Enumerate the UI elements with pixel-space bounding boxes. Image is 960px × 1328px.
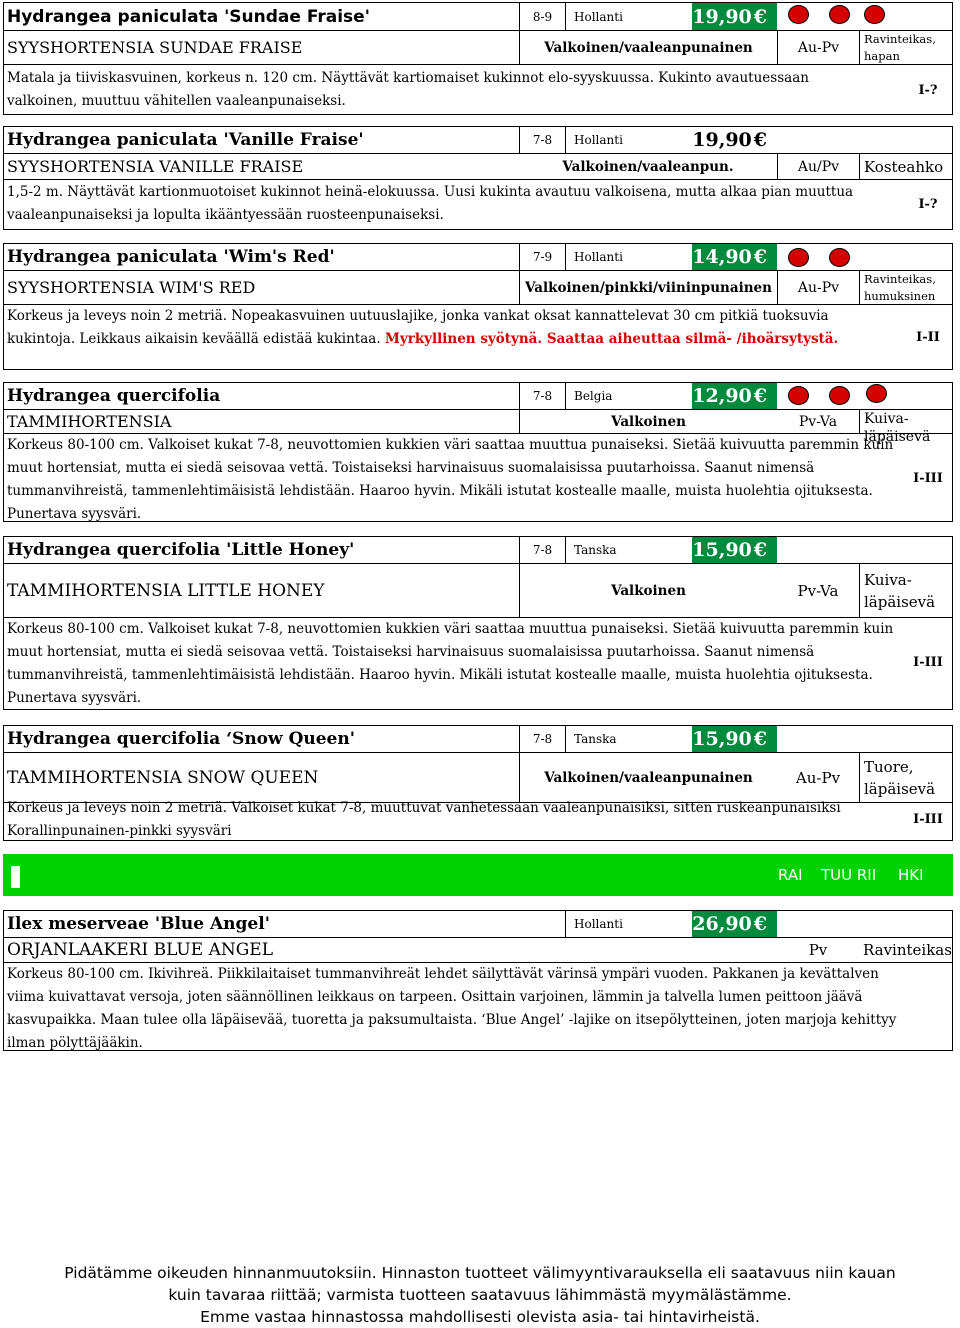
product-name-row — [4, 726, 952, 753]
price-tag — [692, 537, 777, 563]
price-tag — [692, 726, 777, 752]
hardiness-zone: I-III — [913, 812, 943, 827]
section-marker — [11, 866, 20, 888]
price: 15,90 — [692, 539, 752, 561]
hardiness-zone: I-? — [918, 197, 938, 212]
site-requirement: Tuore, läpäisevä — [859, 753, 939, 802]
euro-icon: € — [753, 5, 767, 28]
common-name: SYYSHORTENSIA WIM'S RED — [7, 278, 256, 297]
site-requirement: Kosteahko — [859, 154, 952, 179]
product-name: Hydrangea quercifolia ‘Snow Queen' — [7, 729, 355, 749]
description: Korkeus 80-100 cm. Valkoiset kukat 7-8, neuvottomien kukkien väri saattaa muuttua punaiseksi. Sietää kuivuutta paremmin kuin muut hortensiat, mutta ei siedä seisovaa vettä. Toistaiseksi harvinaisuus suomalaisissa puutarhoissa. Saanut nimensä tummanvihreistä, tammenlehtimäisistä lehdistään. Haaroo hyvin. Mikäli istutat kostealle maalle, muista huolehtia ojituksesta. Punertava syysväri. — [7, 437, 894, 522]
bloom-time: Au-Pv — [777, 31, 859, 64]
indicator-dot-icon — [829, 5, 850, 24]
common-name: TAMMIHORTENSIA — [7, 412, 172, 431]
bloom-time: Pv — [808, 941, 828, 959]
common-name: SYYSHORTENSIA SUNDAE FRAISE — [7, 38, 303, 57]
column-header-rai: RAI — [778, 866, 803, 884]
footer-line: Emme vastaa hinnastossa mahdollisesti olevista asia- tai hintavirheistä. — [200, 1308, 760, 1326]
hardiness-zone: I-II — [916, 330, 940, 345]
product-info-row — [4, 154, 952, 180]
footer-line: kuin tavaraa riittää; varmista tuotteen saatavuus lähimmästä myymälästämme. — [168, 1286, 792, 1304]
product-name: Hydrangea paniculata 'Sundae Fraise' — [7, 6, 370, 27]
product-info-row — [4, 564, 952, 618]
product-info-row — [4, 31, 952, 65]
zone: 7-9 — [519, 244, 565, 270]
price: 12,90 — [692, 385, 752, 407]
origin: Tanska — [565, 537, 692, 563]
common-name: TAMMIHORTENSIA LITTLE HONEY — [7, 580, 325, 601]
product-info-row — [4, 938, 952, 963]
product-name-row — [4, 127, 952, 154]
site-requirement: Ravinteikas, humuksinen — [859, 271, 952, 304]
price-tag — [692, 244, 777, 270]
zone: 7-8 — [519, 726, 565, 752]
common-name: TAMMIHORTENSIA SNOW QUEEN — [7, 767, 319, 788]
euro-icon: € — [753, 539, 767, 561]
price-tag — [692, 127, 777, 153]
product-info-row — [4, 410, 952, 445]
description-text: Korkeus ja leveys noin 2 metriä. Nopeakasvuinen uutuuslajike, jonka vankat oksat kannattelevat 30 cm pitkiä tuoksuvia kukintoja. Leikkaus aikaisin keväällä edistää kukintaa. — [7, 308, 829, 347]
indicator-dot-icon — [829, 386, 850, 405]
price-tag — [692, 3, 777, 30]
product-name-row — [4, 3, 952, 31]
site-requirement: Ravinteikas, hapan — [859, 31, 952, 64]
price: 19,90 — [692, 129, 752, 151]
product-card — [3, 725, 953, 841]
euro-icon: € — [753, 129, 767, 151]
product-name-row — [4, 911, 952, 938]
product-card — [3, 126, 953, 230]
common-name: ORJANLAAKERI BLUE ANGEL — [7, 940, 273, 960]
bloom-time: Pv-Va — [797, 581, 839, 600]
product-name: Hydrangea paniculata 'Wim's Red' — [7, 247, 335, 267]
product-info-row — [4, 753, 952, 803]
description: Korkeus 80-100 cm. Ikivihreä. Piikkilaitaiset tummanvihreät lehdet säilyttävät värinsä ympäri vuoden. Pakkanen ja kevättalven viima kuivattavat versoja, joten säännöllinen leikkaus on tarpeen. Osittain varjoinen, lämmin ja talvella lumen peittoon jäävä kasvupaikka. Maan tulee olla läpäisevää, tuoretta ja paksumultaista. ‘Blue Angel’ -lajike on itsepölytteinen, joten marjoja kehittyy ilman pölyttäjääkin. — [7, 966, 897, 1051]
product-name: Hydrangea quercifolia — [7, 386, 221, 406]
flower-color: Valkoinen/vaaleanpunainen — [519, 31, 777, 64]
flower-color: Valkoinen/vaaleanpun. — [562, 158, 734, 175]
indicator-dot-icon — [788, 386, 809, 405]
product-name-row — [4, 537, 952, 564]
description: Korkeus ja leveys noin 2 metriä. Valkoiset kukat 7-8, muuttuvat vanhetessaan vaaleanpunaisiksi, sitten ruskeanpunaisiksi Korallinpunainen-pinkki syysväri — [7, 800, 841, 839]
flower-color: Valkoinen/vaaleanpunainen — [519, 753, 777, 802]
euro-icon: € — [753, 246, 767, 268]
zone: 7-8 — [519, 383, 565, 409]
price: 19,90 — [692, 5, 752, 28]
section-header-bar — [3, 854, 953, 896]
common-name: SYYSHORTENSIA VANILLE FRAISE — [7, 157, 304, 176]
zone: 7-8 — [519, 537, 565, 563]
site-requirement: Ravinteikas — [863, 941, 952, 959]
description: Korkeus 80-100 cm. Valkoiset kukat 7-8, neuvottomien kukkien väri saattaa muuttua punaiseksi. Sietää kuivuutta paremmin kuin muut hortensiat, mutta ei siedä seisovaa vettä. Toistaiseksi harvinaisuus suomalaisissa puutarhoissa. Saanut nimensä tummanvihreistä, tammenlehtimäisistä lehdistään. Haaroo hyvin. Mikäli istutat kostealle maalle, muista huolehtia ojituksesta. Punertava syysväri. — [7, 621, 894, 706]
product-card — [3, 910, 953, 1051]
indicator-dot-icon — [864, 5, 885, 24]
price: 14,90 — [692, 246, 752, 268]
bloom-time: Au/Pv — [777, 154, 859, 179]
price-tag — [692, 383, 777, 409]
description: Matala ja tiiviskasvuinen, korkeus n. 120 cm. Näyttävät kartiomaiset kukinnot elo-syyskuussa. Kukinto avautuessaan valkoinen, muuttuu vähitellen vaaleanpunaiseksi. — [7, 70, 809, 109]
origin: Tanska — [565, 726, 692, 752]
site-requirement: Kuiva-läpäisevä — [859, 410, 952, 433]
product-name-row — [4, 383, 952, 410]
bloom-time: Au-Pv — [777, 271, 859, 304]
hardiness-zone: I-III — [913, 655, 943, 670]
origin: Hollanti — [565, 3, 692, 30]
euro-icon: € — [753, 728, 767, 750]
origin: Hollanti — [565, 911, 692, 937]
product-info-row — [4, 271, 952, 305]
origin: Hollanti — [565, 127, 692, 153]
euro-icon: € — [753, 385, 767, 407]
flower-color: Valkoinen — [519, 410, 777, 433]
flower-color: Valkoinen — [519, 564, 777, 617]
warning-text: Myrkyllinen syötynä. Saattaa aiheuttaa silmä- /ihoärsytystä. — [384, 331, 839, 347]
origin: Belgia — [565, 383, 692, 409]
product-name: Hydrangea quercifolia 'Little Honey' — [7, 540, 355, 560]
zone: 8-9 — [519, 3, 565, 30]
price-tag — [692, 911, 777, 937]
site-requirement: Kuiva-läpäisevä — [859, 564, 939, 617]
origin: Hollanti — [565, 244, 692, 270]
product-card — [3, 2, 953, 115]
indicator-dot-icon — [829, 248, 850, 267]
column-header-hki: HKI — [898, 866, 924, 884]
product-card — [3, 536, 953, 710]
column-header-tuu-rii: TUU RII — [821, 866, 877, 884]
hardiness-zone: I-? — [918, 83, 938, 98]
description — [7, 305, 877, 351]
euro-icon: € — [753, 913, 767, 935]
footer-disclaimer — [0, 1262, 960, 1328]
indicator-dot-icon — [788, 5, 809, 24]
description: 1,5-2 m. Näyttävät kartionmuotoiset kukinnot heinä-elokuussa. Uusi kukinta avautuu valkoisena, mutta alkaa pian muuttua vaaleanpunaiseksi ja lopulta ikääntyessään ruosteenpunaiseksi. — [7, 184, 854, 223]
zone: 7-8 — [519, 127, 565, 153]
price: 15,90 — [692, 728, 752, 750]
product-card — [3, 243, 953, 370]
bloom-time: Au-Pv — [795, 768, 841, 787]
product-name: Hydrangea paniculata 'Vanille Fraise' — [7, 130, 364, 150]
product-name: Ilex meserveae 'Blue Angel' — [7, 914, 270, 934]
product-card — [3, 382, 953, 522]
hardiness-zone: I-III — [913, 471, 943, 486]
product-name-row — [4, 244, 952, 271]
footer-line: Pidätämme oikeuden hinnanmuutoksiin. Hinnaston tuotteet välimyyntivarauksella eli saatavuus niin kauan — [64, 1264, 896, 1282]
indicator-dot-icon — [866, 384, 887, 403]
bloom-time: Pv-Va — [798, 413, 838, 430]
price: 26,90 — [692, 913, 752, 935]
flower-color: Valkoinen/pinkki/viininpunainen — [519, 271, 777, 304]
indicator-dot-icon — [788, 248, 809, 267]
